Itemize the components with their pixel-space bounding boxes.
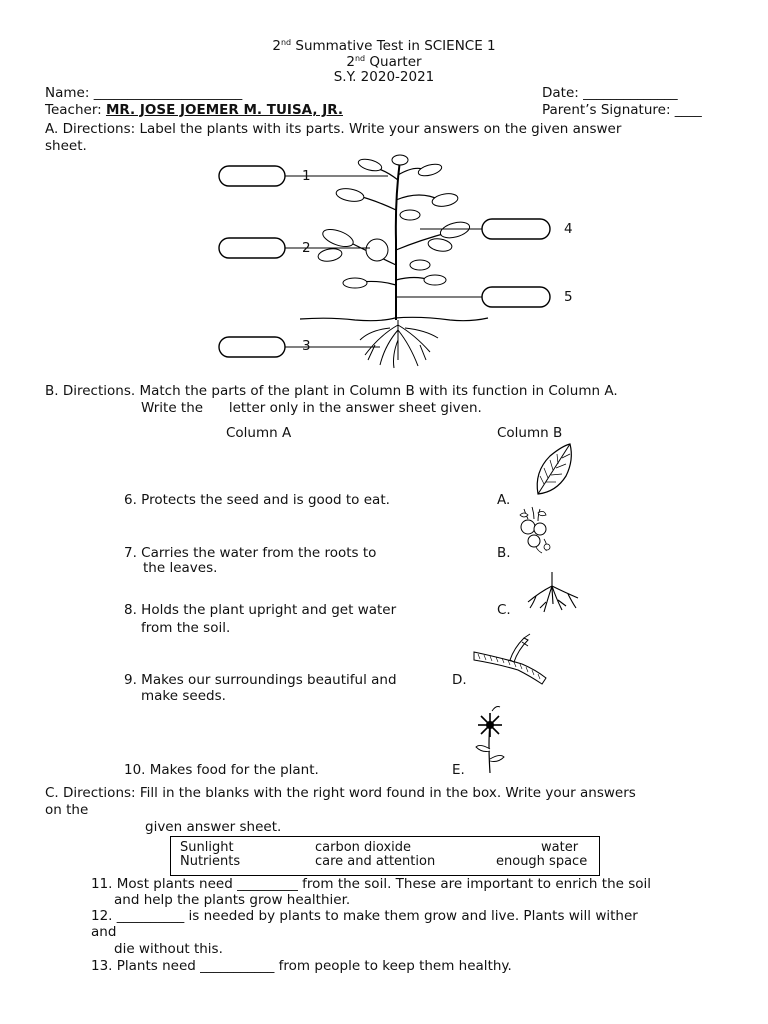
part-c-directions: C. Directions: Fill in the blanks with the right word found in the box. Write your answers	[45, 785, 636, 801]
item-6: 6. Protects the seed and is good to eat.	[124, 492, 390, 508]
fruit-icon	[514, 505, 554, 555]
part-c-directions-cont: on the	[45, 802, 89, 818]
word-nutrients: Nutrients	[180, 854, 241, 869]
school-year: S.Y. 2020-2021	[333, 69, 435, 85]
flower-icon	[472, 703, 508, 775]
teacher-line: Teacher: MR. JOSE JOEMER M. TUISA, JR.	[45, 102, 343, 118]
label-box-1	[219, 166, 285, 186]
label-box-4	[482, 219, 550, 239]
teacher-name: MR. JOSE JOEMER M. TUISA, JR.	[105, 102, 343, 118]
name-field[interactable]: Name: ______________________	[45, 85, 243, 101]
part-a-directions-cont: sheet.	[45, 138, 87, 154]
word-carbon-dioxide: carbon dioxide	[315, 840, 412, 855]
item-8-cont: from the soil.	[141, 620, 231, 636]
item-8: 8. Holds the plant upright and get water	[124, 602, 397, 618]
item-9-cont: make seeds.	[141, 688, 226, 704]
question-12: 12. __________ is needed by plants to make them grow and live. Plants will wither	[91, 908, 638, 924]
part-b-directions-cont: Write the letter only in the answer sheet given.	[141, 400, 482, 416]
question-11: 11. Most plants need _________ from the soil. These are important to enrich the soil	[91, 876, 652, 892]
leaf-icon	[532, 442, 576, 498]
question-12-cont: and	[91, 924, 117, 940]
part-a-directions: A. Directions: Label the plants with its parts. Write your answers on the given answer	[45, 121, 622, 137]
choice-d: D.	[452, 672, 467, 688]
roots-icon	[522, 572, 584, 616]
diagram-label-5: 5	[564, 289, 573, 305]
item-10: 10. Makes food for the plant.	[124, 762, 319, 778]
date-field[interactable]: Date: ______________	[542, 85, 678, 101]
word-water: water	[541, 840, 579, 855]
test-title: 2nd Summative Test in SCIENCE 1	[272, 38, 496, 54]
parent-signature-field[interactable]: Parent’s Signature: ____	[542, 102, 702, 118]
label-box-5	[482, 287, 550, 307]
column-b-header: Column B	[497, 425, 563, 441]
choice-a: A.	[497, 492, 511, 508]
item-7: 7. Carries the water from the roots to	[124, 545, 377, 561]
question-11-cont: and help the plants grow healthier.	[114, 892, 351, 908]
diagram-label-1: 1	[302, 168, 311, 184]
choice-b: B.	[497, 545, 511, 561]
diagram-label-4: 4	[564, 221, 573, 237]
part-b-directions: B. Directions. Match the parts of the plant in Column B with its function in Column A.	[45, 383, 618, 399]
choice-e: E.	[452, 762, 465, 778]
word-enough-space: enough space	[496, 854, 588, 869]
question-12-cont2: die without this.	[114, 941, 223, 957]
label-box-2	[219, 238, 285, 258]
part-c-directions-cont2: given answer sheet.	[145, 819, 282, 835]
diagram-label-2: 2	[302, 240, 311, 256]
word-sunlight: Sunlight	[180, 840, 234, 855]
stem-icon	[472, 632, 548, 686]
column-a-header: Column A	[226, 425, 292, 441]
item-9: 9. Makes our surroundings beautiful and	[124, 672, 397, 688]
quarter-label: 2nd Quarter	[346, 54, 422, 70]
item-7-cont: the leaves.	[143, 560, 218, 576]
label-box-3	[219, 337, 285, 357]
question-13: 13. Plants need ___________ from people to keep them healthy.	[91, 958, 512, 974]
word-care-and-attention: care and attention	[315, 854, 436, 869]
diagram-label-3: 3	[302, 338, 311, 354]
word-box	[170, 836, 600, 876]
choice-c: C.	[497, 602, 511, 618]
